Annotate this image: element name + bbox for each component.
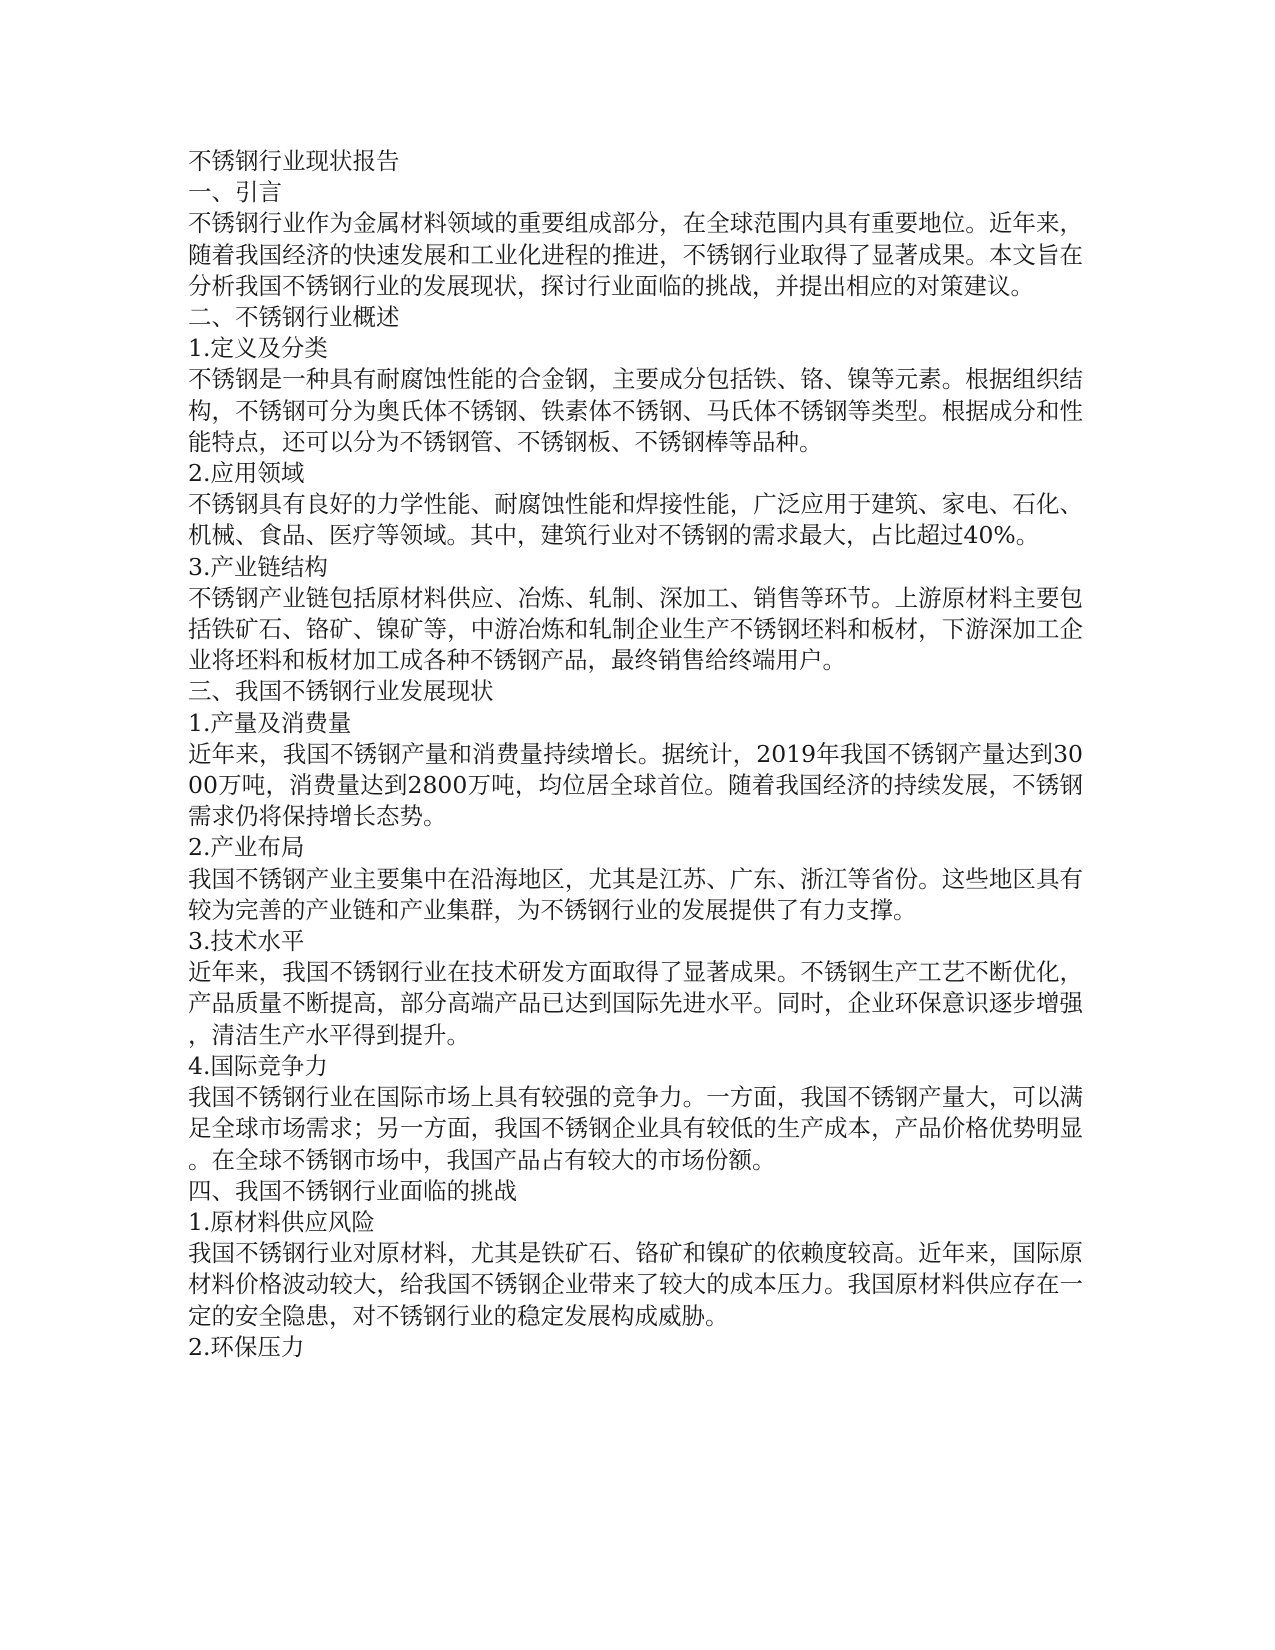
document-body xyxy=(188,177,1083,1363)
paragraph: 近年来，我国不锈钢产量和消费量持续增长。据统计，2019年我国不锈钢产量达到3000万吨，消费量达到2800万吨，均位居全球首位。随着我国经济的持续发展，不锈钢需求仍将保持增长态势。 xyxy=(188,739,1083,831)
subsection-heading: 2.环保压力 xyxy=(188,1332,305,1361)
paragraph: 我国不锈钢产业主要集中在沿海地区，尤其是江苏、广东、浙江等省份。这些地区具有较为完善的产业链和产业集群，为不锈钢行业的发展提供了有力支撑。 xyxy=(188,864,1083,924)
paragraph: 不锈钢行业作为金属材料领域的重要组成部分，在全球范围内具有重要地位。近年来，随着我国经济的快速发展和工业化进程的推进，不锈钢行业取得了显著成果。本文旨在分析我国不锈钢行业的发展现状，探讨行业面临的挑战，并提出相应的对策建议。 xyxy=(188,209,1083,300)
paragraph: 近年来，我国不锈钢行业在技术研发方面取得了显著成果。不锈钢生产工艺不断优化，产品质量不断提高，部分高端产品已达到国际先进水平。同时，企业环保意识逐步增强，清洁生产水平得到提升。 xyxy=(188,958,1083,1049)
document-title: 不锈钢行业现状报告 xyxy=(188,147,400,175)
subsection-heading: 3.技术水平 xyxy=(188,927,305,956)
subsection-heading: 2.应用领域 xyxy=(188,459,305,488)
subsection-heading: 1.定义及分类 xyxy=(188,334,328,363)
paragraph: 不锈钢具有良好的力学性能、耐腐蚀性能和焊接性能，广泛应用于建筑、家电、石化、机械、食品、医疗等领域。其中，建筑行业对不锈钢的需求最大，占比超过40%。 xyxy=(188,490,1083,550)
section-heading: 四、我国不锈钢行业面临的挑战 xyxy=(188,1176,517,1205)
subsection-heading: 2.产业布局 xyxy=(188,833,305,862)
paragraph: 我国不锈钢行业对原材料，尤其是铁矿石、铬矿和镍矿的依赖度较高。近年来，国际原材料价格波动较大，给我国不锈钢企业带来了较大的成本压力。我国原材料供应存在一定的安全隐患，对不锈钢行业的稳定发展构成威胁。 xyxy=(188,1239,1083,1330)
paragraph: 不锈钢产业链包括原材料供应、冶炼、轧制、深加工、销售等环节。上游原材料主要包括铁矿石、铬矿、镍矿等，中游冶炼和轧制企业生产不锈钢坯料和板材，下游深加工企业将坯料和板材加工成各种不锈钢产品，最终销售给终端用户。 xyxy=(188,583,1083,675)
section-heading: 一、引言 xyxy=(188,178,282,207)
subsection-heading: 4.国际竞争力 xyxy=(188,1051,328,1080)
section-heading: 三、我国不锈钢行业发展现状 xyxy=(188,677,494,706)
paragraph: 我国不锈钢行业在国际市场上具有较强的竞争力。一方面，我国不锈钢产量大，可以满足全球市场需求；另一方面，我国不锈钢企业具有较低的生产成本，产品价格优势明显。在全球不锈钢市场中，我国产品占有较大的市场份额。 xyxy=(188,1083,1083,1174)
subsection-heading: 1.原材料供应风险 xyxy=(188,1207,375,1236)
document-page xyxy=(188,146,1083,1363)
paragraph: 不锈钢是一种具有耐腐蚀性能的合金钢，主要成分包括铁、铬、镍等元素。根据组织结构，不锈钢可分为奥氏体不锈钢、铁素体不锈钢、马氏体不锈钢等类型。根据成分和性能特点，还可以分为不锈钢管、不锈钢板、不锈钢棒等品种。 xyxy=(188,365,1083,456)
subsection-heading: 3.产业链结构 xyxy=(188,552,328,581)
subsection-heading: 1.产量及消费量 xyxy=(188,708,352,737)
section-heading: 二、不锈钢行业概述 xyxy=(188,303,400,332)
